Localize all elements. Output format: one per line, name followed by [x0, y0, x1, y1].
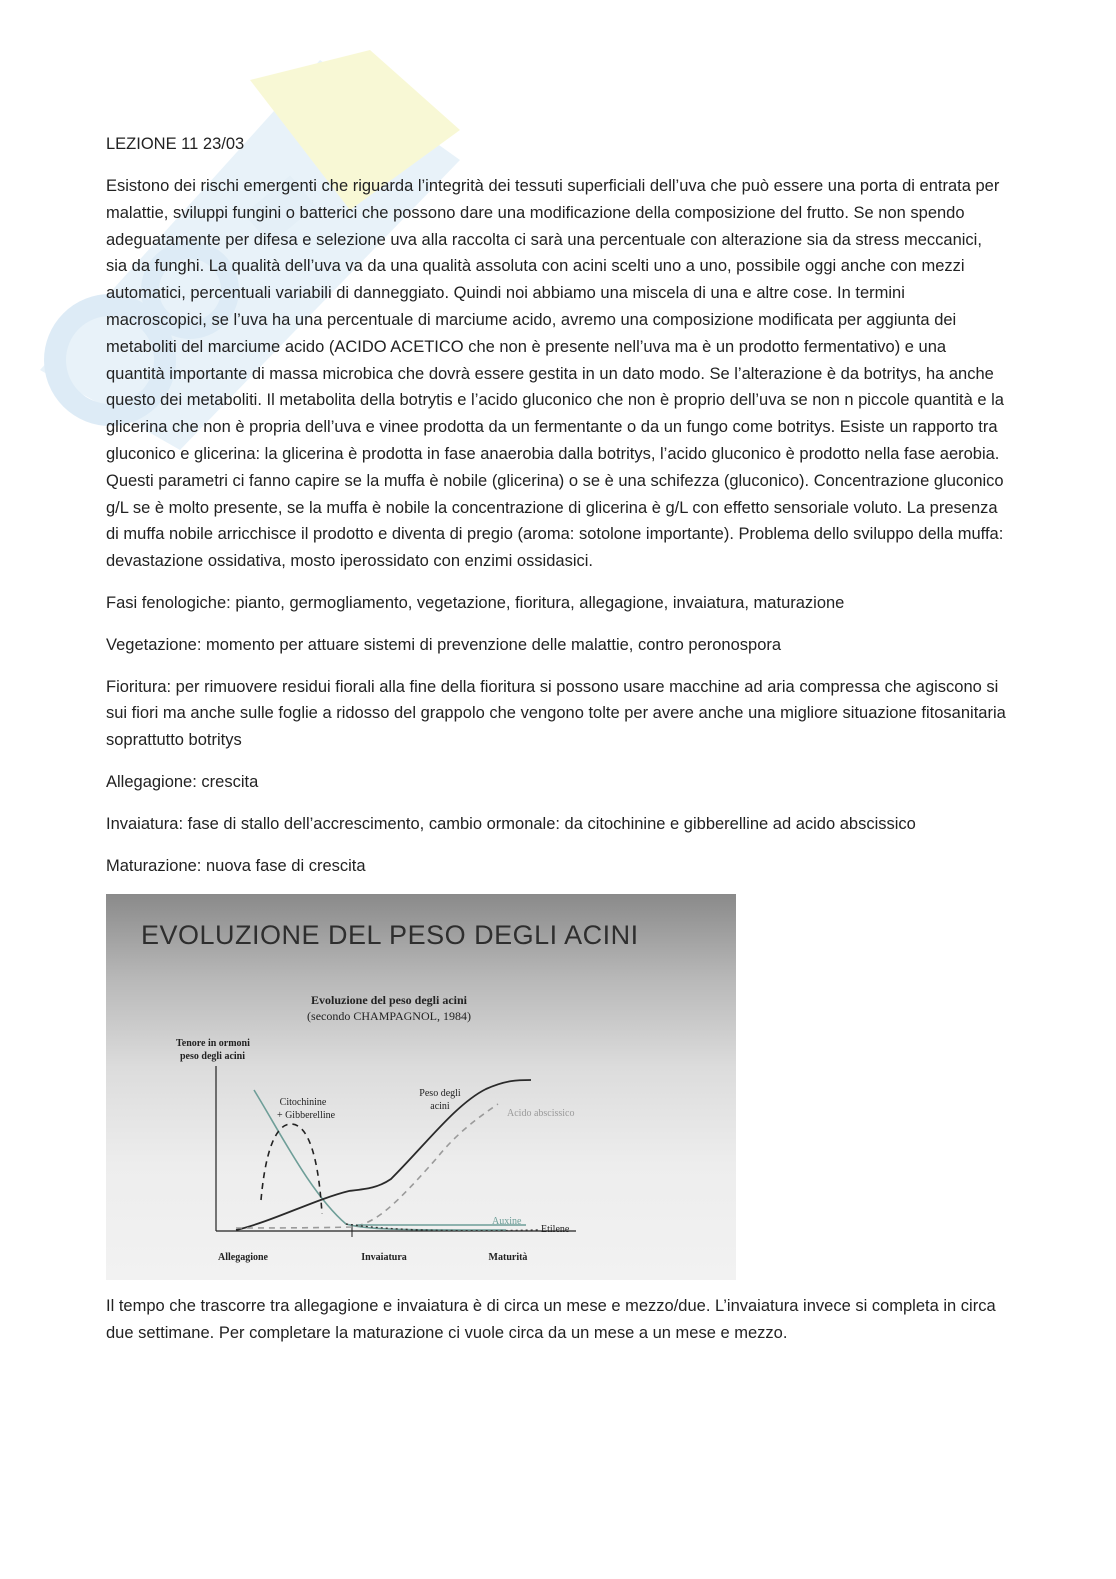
label-etilene: Etilene [541, 1224, 570, 1236]
diagram-svg [106, 894, 736, 1280]
label-gibberelline: + Gibberelline [276, 1110, 336, 1122]
lesson-heading: LEZIONE 11 23/03 [106, 135, 245, 153]
x-label-invaiatura: Invaiatura [361, 1252, 407, 1264]
document-page [106, 131, 1006, 1362]
label-auxine: Auxine [492, 1216, 522, 1228]
chart-subtitle: (secondo CHAMPAGNOL, 1984) [307, 1009, 471, 1024]
curve-auxine-bell [261, 1124, 322, 1214]
label-acido-abscissico: Acido abscissico [507, 1108, 575, 1120]
figure-evoluzione-peso [106, 894, 736, 1280]
paragraph-allegagione: Allegagione: crescita [106, 772, 259, 791]
slide-title: EVOLUZIONE DEL PESO DEGLI ACINI [141, 920, 639, 951]
x-label-allegagione: Allegagione [218, 1252, 268, 1264]
paragraph-invaiatura: Invaiatura: fase di stallo dell’accrescimento, cambio ormonale: da citochinine e gibberelline ad acido abscissico [106, 814, 916, 833]
curve-acido-abscissico [236, 1104, 498, 1228]
x-label-maturita: Maturità [488, 1252, 528, 1264]
paragraph-closing: Il tempo che trascorre tra allegagione e invaiatura è di circa un mese e mezzo/due. L’invaiatura invece si completa in circa due settimane. Per completare la maturazione ci vuole circa da un mese a un mese e mezzo. [106, 1297, 996, 1343]
paragraph-fioritura: Fioritura: per rimuovere residui fiorali alla fine della fioritura si possono usare macchine ad aria compressa che agiscono si sui fiori ma anche sulle foglie a ridosso del grappolo che vengono tolte per avere anche una migliore situazione fitosanitaria soprattutto botritys [106, 677, 1006, 750]
label-citochinine: Citochinine [279, 1097, 327, 1109]
y-label-2: peso degli acini [180, 1051, 246, 1063]
y-label-1: Tenore in ormoni [176, 1038, 250, 1050]
paragraph-vegetazione: Vegetazione: momento per attuare sistemi di prevenzione delle malattie, contro peronospora [106, 635, 782, 654]
paragraph-intro: Esistono dei rischi emergenti che riguarda l’integrità dei tessuti superficiali dell’uva che può essere una porta di entrata per malattie, sviluppi fungini o batterici che possono dare una modificazione della composizione del frutto. Se non spendo adeguatamente per difesa e selezione uva alla raccolta ci sarà una percentuale con alterazione sia da stress meccanici, sia da funghi. La qualità dell’uva va da una qualità assoluta con acini scelti uno a uno, possibile oggi anche con mezzi automatici, percentuali variabili di danneggiato. Quindi noi abbiamo una miscela di una e altre cose. In termini macroscopici, se l’uva ha una percentuale di marciume acido, avremo una composizione modificata per aggiunta dei metaboliti del marciume acido (ACIDO ACETICO che non è presente nell’uva ma è un prodotto fermentativo) e una quantità importante di massa microbica che dovrà essere gestita in un dato modo. Se l’alterazione è da botritys, ha anche questo dei metaboliti. Il metabolita della botrytis e l’acido gluconico che non è proprio dell’uva se non n piccole quantità e la glicerina che non è propria dell’uva e vinee prodotta da un fermentante o da un fungo come botritys. Esiste un rapporto tra gluconico e glicerina: la glicerina è prodotta in fase anaerobia dalla botritys, l’acido gluconico è prodotto nella fase aerobia. Questi parametri ci fanno capire se la muffa è nobile (glicerina) o se è una schifezza (gluconico). Concentrazione gluconico g/L se è molto presente, se la muffa è nobile la concentrazione di glicerina è g/L con effetto sensoriale voluto. La presenza di muffa nobile arricchisce il prodotto e diventa di pregio (aroma: sotolone importante). Problema dello sviluppo della muffa: devastazione ossidativa, mosto iperossidato con enzimi ossidasici. [106, 177, 1004, 571]
label-peso-2: acini [430, 1101, 450, 1113]
paragraph-maturazione: Maturazione: nuova fase di crescita [106, 856, 366, 875]
paragraph-fasi: Fasi fenologiche: pianto, germogliamento, vegetazione, fioritura, allegagione, invaiatura, maturazione [106, 593, 845, 612]
chart-title: Evoluzione del peso degli acini [310, 993, 468, 1008]
label-peso-1: Peso degli [419, 1088, 461, 1100]
